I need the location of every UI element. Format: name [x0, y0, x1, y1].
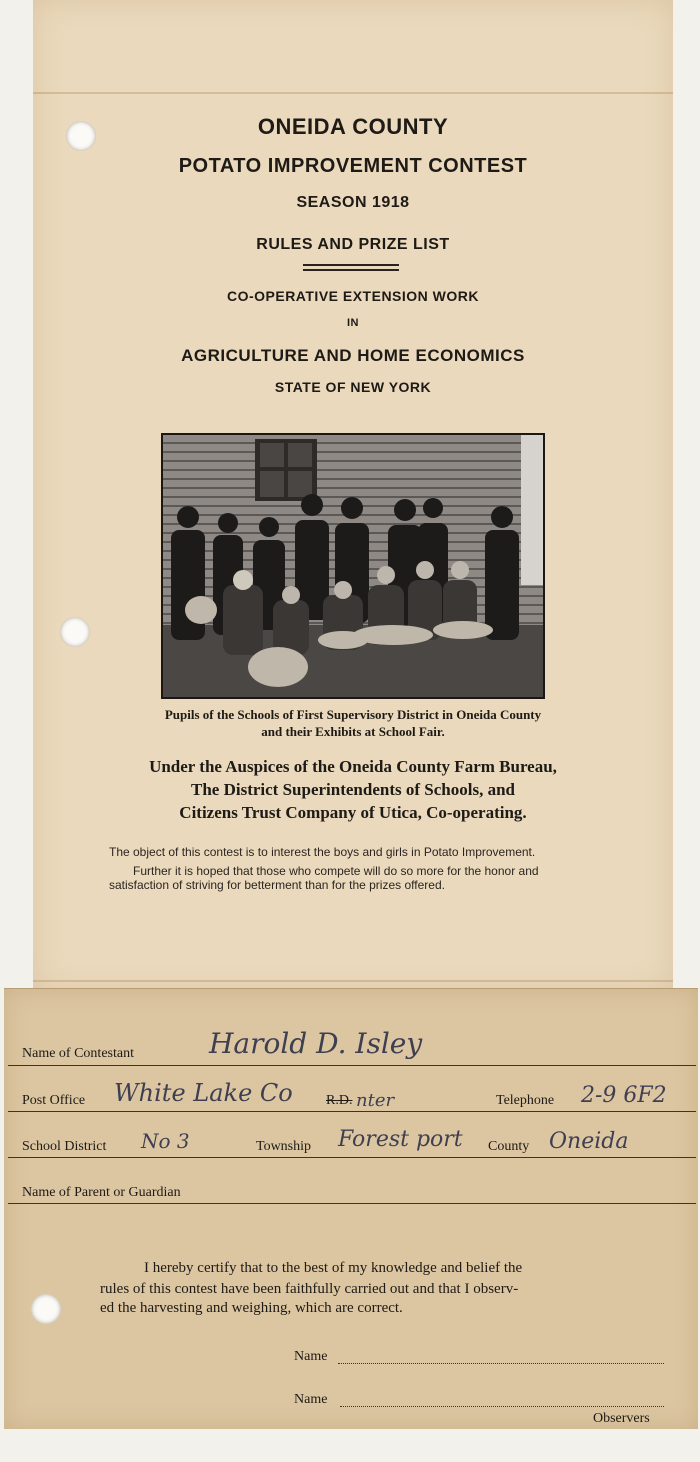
post-office-rd: R.D. — [326, 1093, 353, 1108]
punch-hole — [31, 1294, 61, 1324]
punch-hole — [60, 617, 90, 647]
county-label: County — [488, 1139, 530, 1154]
photo-pupils-exhibits — [161, 433, 545, 699]
auspices-line3: Citizens Trust Company of Utica, Co-operating. — [179, 803, 527, 822]
cert-line1: I hereby certify that to the best of my knowledge and belief the — [144, 1260, 523, 1276]
photo-caption-line1: Pupils of the Schools of First Supervisory District in Oneida County — [164, 707, 542, 722]
in-line: IN — [347, 317, 359, 329]
school-district-label: School District — [22, 1139, 107, 1154]
telephone-value: 2-9 6F2 — [581, 1083, 667, 1108]
flyer-sheet — [33, 0, 673, 992]
auspices-line1: Under the Auspices of the Oneida County Farm Bureau, — [149, 757, 557, 776]
post-office-value: White Lake Co — [114, 1079, 293, 1107]
telephone-label: Telephone — [496, 1093, 555, 1108]
photo-illustration — [163, 435, 543, 697]
rules-heading: RULES AND PRIZE LIST — [256, 236, 450, 253]
season: SEASON 1918 — [296, 194, 410, 211]
paper-fold — [33, 92, 673, 94]
agri-line: AGRICULTURE AND HOME ECONOMICS — [181, 346, 525, 365]
school-district-line — [8, 1157, 696, 1158]
post-office-line — [8, 1111, 696, 1112]
object-line2: Further it is hoped that those who compete will do so more for the honor and — [133, 864, 539, 878]
post-office-extra: nter — [356, 1090, 395, 1111]
observer-name-label-2: Name — [294, 1392, 328, 1407]
township-label: Township — [256, 1139, 312, 1154]
divider — [303, 269, 399, 271]
object-line1: The object of this contest is to interest the boys and girls in Potato Improvement. — [109, 845, 536, 859]
observer-name-line-2 — [340, 1406, 664, 1407]
paper-fold — [33, 980, 673, 982]
contestant-card — [4, 988, 698, 1429]
object-line3: satisfaction of striving for betterment than for the prizes offered. — [109, 878, 445, 892]
post-office-label: Post Office — [22, 1093, 86, 1108]
divider — [303, 264, 399, 266]
name-label: Name of Contestant — [22, 1046, 134, 1061]
observers-label: Observers — [593, 1411, 650, 1426]
observer-name-label-1: Name — [294, 1349, 328, 1364]
title-county: ONEIDA COUNTY — [257, 114, 449, 139]
photo-caption-line2: and their Exhibits at School Fair. — [261, 724, 445, 739]
name-line — [8, 1065, 696, 1066]
state-line: STATE OF NEW YORK — [274, 379, 432, 395]
cert-line2: rules of this contest have been faithfully carried out and that I observ- — [100, 1281, 519, 1297]
parent-line — [8, 1203, 696, 1204]
observer-name-line-1 — [338, 1363, 664, 1364]
school-district-value: No 3 — [141, 1129, 190, 1153]
auspices-line2: The District Superintendents of Schools, and — [191, 780, 515, 799]
parent-label: Name of Parent or Guardian — [22, 1185, 181, 1200]
name-value: Harold D. Isley — [209, 1027, 423, 1060]
township-value: Forest port — [338, 1127, 463, 1152]
title-contest: POTATO IMPROVEMENT CONTEST — [178, 155, 528, 177]
coop-line: CO-OPERATIVE EXTENSION WORK — [226, 288, 480, 304]
cert-line3: ed the harvesting and weighing, which are correct. — [100, 1300, 403, 1316]
county-value: Oneida — [549, 1129, 629, 1154]
